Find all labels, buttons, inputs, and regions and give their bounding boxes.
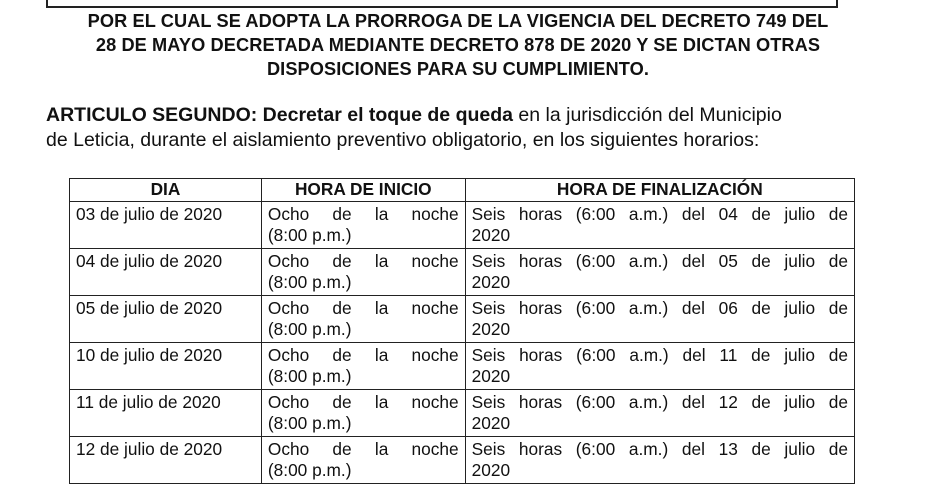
column-header-hora-inicio: HORA DE INICIO (261, 179, 465, 202)
inicio-text: Ocho de la noche (267, 345, 459, 365)
cell-hora-fin (465, 390, 854, 437)
cell-dia: 12 de julio de 2020 (70, 437, 262, 484)
fin-year: 2020 (471, 460, 511, 480)
fin-text: Seis horas (6:00 a.m.) del 13 de julio de (471, 439, 848, 459)
article-heading: ARTICULO SEGUNDO: (46, 104, 258, 126)
cell-dia: 11 de julio de 2020 (70, 390, 262, 437)
fin-text: Seis horas (6:00 a.m.) del 05 de julio de (471, 251, 848, 271)
table-row (70, 343, 855, 390)
cell-dia: 03 de julio de 2020 (70, 202, 262, 249)
inicio-hora: (8:00 p.m.) (267, 272, 352, 292)
table-row (70, 296, 855, 343)
article-emphasis: Decretar el toque de queda (262, 104, 513, 126)
table-row (70, 437, 855, 484)
cell-dia: 04 de julio de 2020 (70, 249, 262, 296)
decree-title-line-3: DISPOSICIONES PARA SU CUMPLIMIENTO. (266, 59, 650, 79)
cell-hora-fin (465, 437, 854, 484)
inicio-text: Ocho de la noche (267, 392, 459, 412)
fin-year: 2020 (471, 319, 511, 339)
inicio-text: Ocho de la noche (267, 251, 459, 271)
inicio-hora: (8:00 p.m.) (267, 413, 352, 433)
inicio-text: Ocho de la noche (267, 298, 459, 318)
inicio-text: Ocho de la noche (267, 439, 459, 459)
cell-hora-inicio (261, 202, 465, 249)
cell-hora-fin (465, 296, 854, 343)
cell-dia: 05 de julio de 2020 (70, 296, 262, 343)
table-header-row (70, 179, 855, 202)
fin-text: Seis horas (6:00 a.m.) del 12 de julio de (471, 392, 848, 412)
inicio-hora: (8:00 p.m.) (267, 366, 352, 386)
article-line-2: de Leticia, durante el aislamiento preventivo obligatorio, en los siguientes horarios: (46, 129, 760, 151)
fin-text: Seis horas (6:00 a.m.) del 06 de julio de (471, 298, 848, 318)
fin-year: 2020 (471, 413, 511, 433)
curfew-schedule-table (69, 178, 855, 484)
column-header-hora-finalizacion: HORA DE FINALIZACIÓN (465, 179, 854, 202)
page-top-border (46, 0, 838, 8)
cell-hora-inicio (261, 343, 465, 390)
cell-hora-fin (465, 343, 854, 390)
table-row (70, 390, 855, 437)
fin-year: 2020 (471, 225, 511, 245)
article-line-1 (46, 103, 896, 128)
fin-year: 2020 (471, 366, 511, 386)
fin-text: Seis horas (6:00 a.m.) del 11 de julio de (471, 345, 848, 365)
cell-hora-fin (465, 249, 854, 296)
inicio-hora: (8:00 p.m.) (267, 460, 352, 480)
inicio-text: Ocho de la noche (267, 204, 459, 224)
decree-title (30, 9, 886, 81)
cell-hora-inicio (261, 296, 465, 343)
cell-hora-inicio (261, 249, 465, 296)
decree-title-line-2: 28 DE MAYO DECRETADA MEDIANTE DECRETO 878 DE 2020 Y SE DICTAN OTRAS (95, 35, 821, 55)
inicio-hora: (8:00 p.m.) (267, 225, 352, 245)
inicio-hora: (8:00 p.m.) (267, 319, 352, 339)
cell-hora-fin (465, 202, 854, 249)
table-row (70, 202, 855, 249)
cell-hora-inicio (261, 437, 465, 484)
cell-hora-inicio (261, 390, 465, 437)
fin-text: Seis horas (6:00 a.m.) del 04 de julio de (471, 204, 848, 224)
fin-year: 2020 (471, 272, 511, 292)
table-row (70, 249, 855, 296)
decree-title-line-1: POR EL CUAL SE ADOPTA LA PRORROGA DE LA VIGENCIA DEL DECRETO 749 DEL (87, 11, 829, 31)
article-line-1-rest: en la jurisdicción del Municipio (518, 104, 782, 126)
article-paragraph (46, 103, 896, 153)
cell-dia: 10 de julio de 2020 (70, 343, 262, 390)
column-header-dia: DIA (70, 179, 262, 202)
